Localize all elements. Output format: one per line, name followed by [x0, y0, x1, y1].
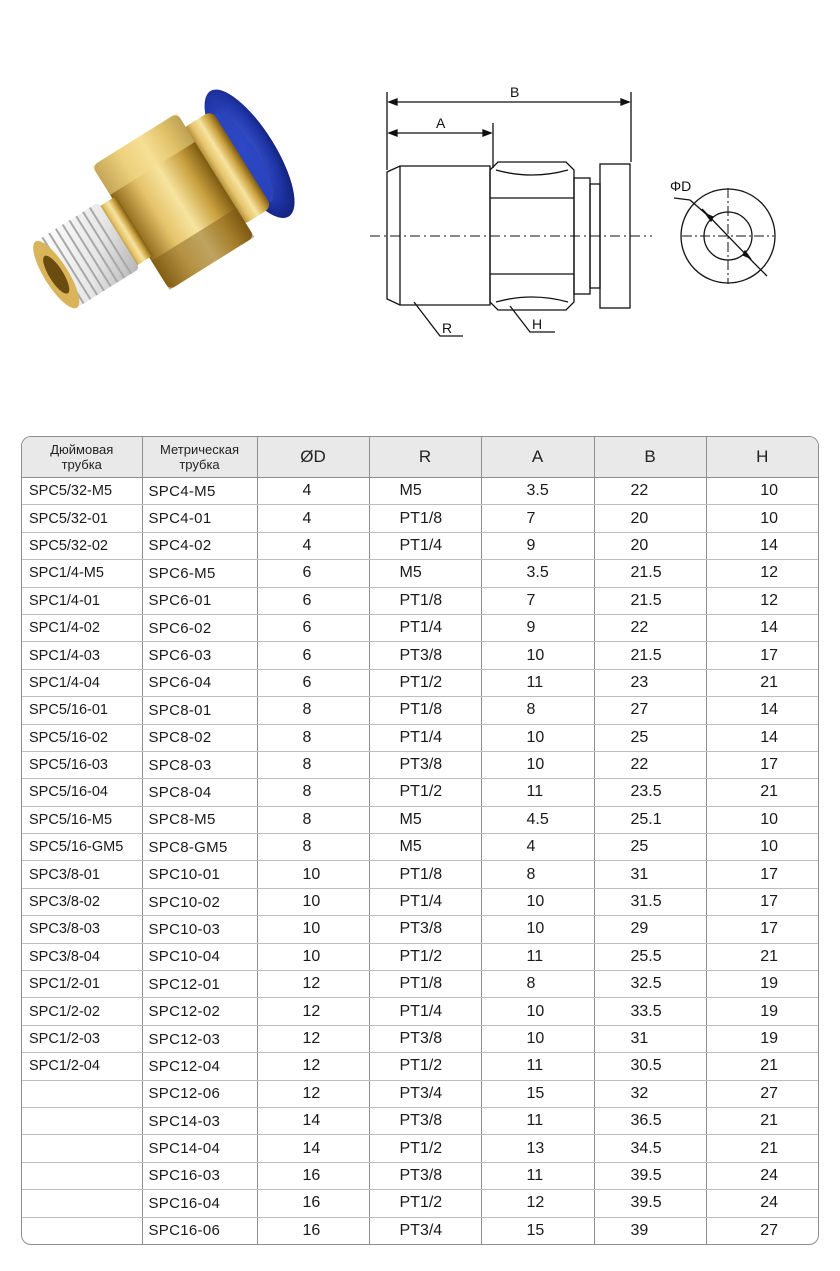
cell-inch-tube: [22, 1107, 142, 1134]
cell-h: 19: [706, 998, 818, 1025]
cell-diameter: 8: [257, 697, 369, 724]
cell-a: 7: [481, 587, 594, 614]
table-row: [22, 943, 818, 970]
label-h: H: [532, 316, 543, 332]
cell-r-thread: PT1/4: [369, 998, 481, 1025]
table-body: [22, 478, 818, 1244]
cell-r-thread: PT1/8: [369, 587, 481, 614]
cell-b: 33.5: [594, 998, 706, 1025]
header-inch-tube: [22, 437, 142, 478]
cell-inch-tube: SPC1/2-04: [22, 1053, 142, 1080]
header-metric-tube-line2: трубка: [179, 457, 220, 472]
cell-a: 3.5: [481, 560, 594, 587]
cell-a: 10: [481, 751, 594, 778]
label-r: R: [442, 320, 453, 336]
cell-a: 10: [481, 1025, 594, 1052]
table-row: [22, 724, 818, 751]
cell-inch-tube: SPC5/32-01: [22, 505, 142, 532]
cell-r-thread: PT3/8: [369, 751, 481, 778]
cell-h: 12: [706, 587, 818, 614]
cell-diameter: 12: [257, 1025, 369, 1052]
cell-b: 25: [594, 724, 706, 751]
cell-h: 17: [706, 916, 818, 943]
cell-r-thread: PT1/8: [369, 971, 481, 998]
cell-h: 27: [760, 1221, 778, 1239]
cell-inch-tube: SPC3/8-04: [22, 943, 142, 970]
cell-h: 21: [706, 1053, 818, 1080]
cell-metric-tube: SPC16-04: [142, 1190, 257, 1217]
table-row: [22, 1053, 818, 1080]
cell-h: 17: [706, 888, 818, 915]
table-row: [22, 587, 818, 614]
cell-metric-tube: SPC14-03: [142, 1107, 257, 1134]
table-row: [22, 642, 818, 669]
table-row: [22, 697, 818, 724]
table-row: [22, 998, 818, 1025]
cell-inch-tube: SPC3/8-02: [22, 888, 142, 915]
cell-metric-tube: SPC6-04: [142, 669, 257, 696]
cell-r-thread: PT1/4: [369, 614, 481, 641]
cell-r-thread: PT1/2: [369, 943, 481, 970]
cell-r-thread: PT3/8: [369, 1025, 481, 1052]
cell-r-thread: PT3/4: [369, 1217, 481, 1244]
label-a: A: [436, 115, 446, 131]
cell-inch-tube: [22, 1217, 142, 1244]
cell-inch-tube: SPC5/16-M5: [22, 806, 142, 833]
cell-inch-tube: [22, 1135, 142, 1162]
cell-b: 31: [594, 1025, 706, 1052]
cell-inch-tube: SPC1/4-04: [22, 669, 142, 696]
cell-metric-tube: SPC8-02: [142, 724, 257, 751]
cell-a: 11: [481, 779, 594, 806]
cell-h: 17: [706, 751, 818, 778]
cell-a: 8: [481, 697, 594, 724]
cell-metric-tube: SPC4-02: [142, 532, 257, 559]
table-row: [22, 478, 818, 505]
cell-b: 31: [594, 861, 706, 888]
cell-inch-tube: SPC5/16-04: [22, 779, 142, 806]
cell-metric-tube: SPC12-02: [142, 998, 257, 1025]
cell-r-thread: PT3/8: [369, 1162, 481, 1189]
cell-metric-tube: SPC16-06: [142, 1217, 257, 1244]
cell-r-thread: PT1/8: [369, 861, 481, 888]
table-row: [22, 532, 818, 559]
cell-r-thread: PT1/2: [369, 1135, 481, 1162]
cell-diameter: 10: [257, 888, 369, 915]
cell-h: 14: [706, 724, 818, 751]
table-row: [22, 834, 818, 861]
cell-diameter: 6: [257, 669, 369, 696]
cell-a: 9: [481, 532, 594, 559]
cell-h: 21: [706, 943, 818, 970]
table-row: [22, 779, 818, 806]
cell-diameter: 8: [257, 806, 369, 833]
cell-metric-tube: SPC8-M5: [142, 806, 257, 833]
cell-metric-tube: SPC4-01: [142, 505, 257, 532]
cell-inch-tube: SPC5/32-02: [22, 532, 142, 559]
cell-h: 12: [706, 560, 818, 587]
cell-metric-tube: SPC4-M5: [142, 478, 257, 505]
cell-b: 36.5: [594, 1107, 706, 1134]
cell-metric-tube: SPC10-01: [142, 861, 257, 888]
cell-inch-tube: SPC1/2-01: [22, 971, 142, 998]
cell-b: 32.5: [594, 971, 706, 998]
table-row: [22, 1217, 818, 1244]
cell-a: 10: [481, 724, 594, 751]
cell-b: 39.5: [594, 1162, 706, 1189]
cell-b: 25: [594, 834, 706, 861]
cell-a: 12: [481, 1190, 594, 1217]
cell-diameter: 8: [257, 751, 369, 778]
cell-a: 8: [481, 971, 594, 998]
cell-metric-tube: SPC12-03: [142, 1025, 257, 1052]
cell-b: 31.5: [594, 888, 706, 915]
cell-a: 15: [481, 1080, 594, 1107]
cell-metric-tube: SPC12-04: [142, 1053, 257, 1080]
cell-r-thread: PT1/2: [369, 779, 481, 806]
cell-diameter: 8: [257, 724, 369, 751]
cell-r-thread: PT1/4: [369, 888, 481, 915]
cell-diameter: 12: [257, 1053, 369, 1080]
cell-metric-tube: SPC6-03: [142, 642, 257, 669]
cell-diameter: 10: [257, 861, 369, 888]
cell-a: 11: [481, 1107, 594, 1134]
cell-r-thread: M5: [369, 806, 481, 833]
cell-b: 22: [594, 751, 706, 778]
cell-diameter: 6: [257, 560, 369, 587]
cell-h: 10: [706, 834, 818, 861]
cell-diameter: 6: [257, 642, 369, 669]
header-inch-tube-line1: Дюймовая: [50, 442, 114, 457]
cell-b: 34.5: [594, 1135, 706, 1162]
cell-b: 21.5: [594, 560, 706, 587]
table-row: [22, 560, 818, 587]
cell-metric-tube: SPC8-04: [142, 779, 257, 806]
cell-inch-tube: SPC1/4-M5: [22, 560, 142, 587]
cell-metric-tube: SPC6-02: [142, 614, 257, 641]
cell-b: 25.5: [594, 943, 706, 970]
technical-drawing: [360, 80, 820, 360]
cell-diameter: 10: [257, 916, 369, 943]
table-row: [22, 916, 818, 943]
cell-inch-tube: SPC1/4-03: [22, 642, 142, 669]
cell-inch-tube: SPC5/32-M5: [22, 478, 142, 505]
cell-b: 32: [594, 1080, 706, 1107]
cell-h: 21: [706, 669, 818, 696]
cell-b: 22: [594, 614, 706, 641]
table-row: [22, 505, 818, 532]
cell-diameter: 14: [257, 1135, 369, 1162]
cell-diameter: 12: [257, 1080, 369, 1107]
cell-inch-tube: SPC5/16-01: [22, 697, 142, 724]
cell-h: 10: [706, 806, 818, 833]
cell-b: 25.1: [594, 806, 706, 833]
table-row: [22, 1080, 818, 1107]
cell-b: 21.5: [594, 587, 706, 614]
header-inch-tube-line2: трубка: [61, 457, 102, 472]
spec-table-container: [21, 436, 819, 1245]
table-row: [22, 1135, 818, 1162]
cell-h: 17: [706, 861, 818, 888]
cell-r-thread: PT1/2: [369, 1053, 481, 1080]
cell-h: 14: [706, 697, 818, 724]
cell-diameter: 12: [257, 971, 369, 998]
cell-h: 14: [706, 532, 818, 559]
label-d: ΦD: [670, 178, 692, 194]
cell-b: 22: [594, 478, 706, 505]
cell-metric-tube: SPC10-04: [142, 943, 257, 970]
cell-diameter: 14: [257, 1107, 369, 1134]
cell-r-thread: PT1/2: [369, 1190, 481, 1217]
cell-b: 23: [594, 669, 706, 696]
cell-a: 4.5: [481, 806, 594, 833]
product-photo: [28, 78, 333, 360]
cell-inch-tube: SPC1/2-02: [22, 998, 142, 1025]
cell-a: 11: [481, 1162, 594, 1189]
cell-diameter: 6: [257, 587, 369, 614]
cell-a: 11: [481, 669, 594, 696]
cell-a: 10: [481, 998, 594, 1025]
cell-inch-tube: [22, 1190, 142, 1217]
cell-r-thread: PT3/8: [369, 1107, 481, 1134]
cell-b: 23.5: [594, 779, 706, 806]
cell-diameter: 16: [257, 1190, 369, 1217]
cell-a: 7: [481, 505, 594, 532]
cell-inch-tube: [22, 1162, 142, 1189]
cell-a: 10: [481, 916, 594, 943]
cell-h: 17: [706, 642, 818, 669]
cell-h: 19: [706, 1025, 818, 1052]
cell-r-thread: PT3/4: [369, 1080, 481, 1107]
cell-a: 13: [481, 1135, 594, 1162]
cell-h: 21: [706, 1135, 818, 1162]
cell-inch-tube: SPC1/2-03: [22, 1025, 142, 1052]
cell-r-thread: PT1/4: [369, 724, 481, 751]
cell-metric-tube: SPC14-04: [142, 1135, 257, 1162]
header-h: H: [706, 437, 818, 478]
cell-metric-tube: SPC12-01: [142, 971, 257, 998]
cell-metric-tube: SPC12-06: [142, 1080, 257, 1107]
cell-b: 30.5: [594, 1053, 706, 1080]
cell-diameter: 16: [257, 1217, 369, 1244]
header-r: R: [369, 437, 481, 478]
cell-a: 3.5: [481, 478, 594, 505]
cell-diameter: 4: [257, 505, 369, 532]
cell-metric-tube: SPC16-03: [142, 1162, 257, 1189]
cell-r-thread: PT1/4: [369, 532, 481, 559]
cell-b: 29: [594, 916, 706, 943]
cell-h: 21: [706, 1107, 818, 1134]
table-header-row: [22, 437, 818, 478]
label-b: B: [510, 84, 520, 100]
cell-b: 21.5: [594, 642, 706, 669]
cell-h: 24: [706, 1162, 818, 1189]
spec-table: [22, 437, 818, 1244]
table-row: [22, 1162, 818, 1189]
header-metric-tube-line1: Метрическая: [160, 442, 239, 457]
cell-metric-tube: SPC10-03: [142, 916, 257, 943]
cell-diameter: 10: [257, 943, 369, 970]
table-row: [22, 861, 818, 888]
header-metric-tube: [142, 437, 257, 478]
cell-metric-tube: SPC8-03: [142, 751, 257, 778]
cell-b: 39: [594, 1217, 706, 1244]
cell-metric-tube: SPC6-01: [142, 587, 257, 614]
cell-r-thread: M5: [369, 834, 481, 861]
table-row: [22, 806, 818, 833]
table-row: [22, 1107, 818, 1134]
cell-a: 8: [481, 861, 594, 888]
cell-metric-tube: SPC8-GM5: [142, 834, 257, 861]
cell-b: 27: [594, 697, 706, 724]
cell-b: 20: [594, 532, 706, 559]
cell-h: 10: [706, 478, 818, 505]
cell-h: 14: [706, 614, 818, 641]
cell-r-thread: PT1/2: [369, 669, 481, 696]
cell-inch-tube: SPC5/16-02: [22, 724, 142, 751]
table-row: [22, 669, 818, 696]
cell-a: 11: [481, 1053, 594, 1080]
cell-diameter: 16: [257, 1162, 369, 1189]
cell-h: 10: [706, 505, 818, 532]
cell-metric-tube: SPC6-M5: [142, 560, 257, 587]
cell-inch-tube: SPC3/8-01: [22, 861, 142, 888]
cell-diameter: 8: [257, 834, 369, 861]
cell-r-thread: PT3/8: [369, 642, 481, 669]
cell-diameter: 4: [257, 532, 369, 559]
cell-inch-tube: SPC1/4-02: [22, 614, 142, 641]
header-a: A: [481, 437, 594, 478]
table-row: [22, 1190, 818, 1217]
header-diameter: ØD: [257, 437, 369, 478]
cell-inch-tube: SPC1/4-01: [22, 587, 142, 614]
cell-a: 9: [481, 614, 594, 641]
cell-diameter: 12: [257, 998, 369, 1025]
cell-r-thread: PT1/8: [369, 505, 481, 532]
cell-b: 39.5: [594, 1190, 706, 1217]
table-row: [22, 1025, 818, 1052]
cell-inch-tube: SPC5/16-03: [22, 751, 142, 778]
cell-r-thread: PT1/8: [369, 697, 481, 724]
header-b: B: [594, 437, 706, 478]
cell-r-thread: PT3/8: [369, 916, 481, 943]
cell-diameter: 6: [257, 614, 369, 641]
cell-a: 4: [481, 834, 594, 861]
cell-a: 11: [481, 943, 594, 970]
cell-inch-tube: SPC5/16-GM5: [22, 834, 142, 861]
table-row: [22, 971, 818, 998]
table-row: [22, 614, 818, 641]
cell-diameter: 8: [257, 779, 369, 806]
table-row: [22, 888, 818, 915]
cell-h: 24: [706, 1190, 818, 1217]
table-row: [22, 751, 818, 778]
cell-r-thread: M5: [369, 478, 481, 505]
cell-r-thread: M5: [369, 560, 481, 587]
cell-h: 21: [706, 779, 818, 806]
cell-inch-tube: [22, 1080, 142, 1107]
cell-diameter: 4: [257, 478, 369, 505]
cell-a: 10: [481, 888, 594, 915]
cell-h: 27: [706, 1080, 818, 1107]
cell-metric-tube: SPC10-02: [142, 888, 257, 915]
cell-a: 10: [481, 642, 594, 669]
cell-h: 19: [706, 971, 818, 998]
cell-inch-tube: SPC3/8-03: [22, 916, 142, 943]
cell-a: 15: [481, 1217, 594, 1244]
cell-b: 20: [594, 505, 706, 532]
cell-metric-tube: SPC8-01: [142, 697, 257, 724]
